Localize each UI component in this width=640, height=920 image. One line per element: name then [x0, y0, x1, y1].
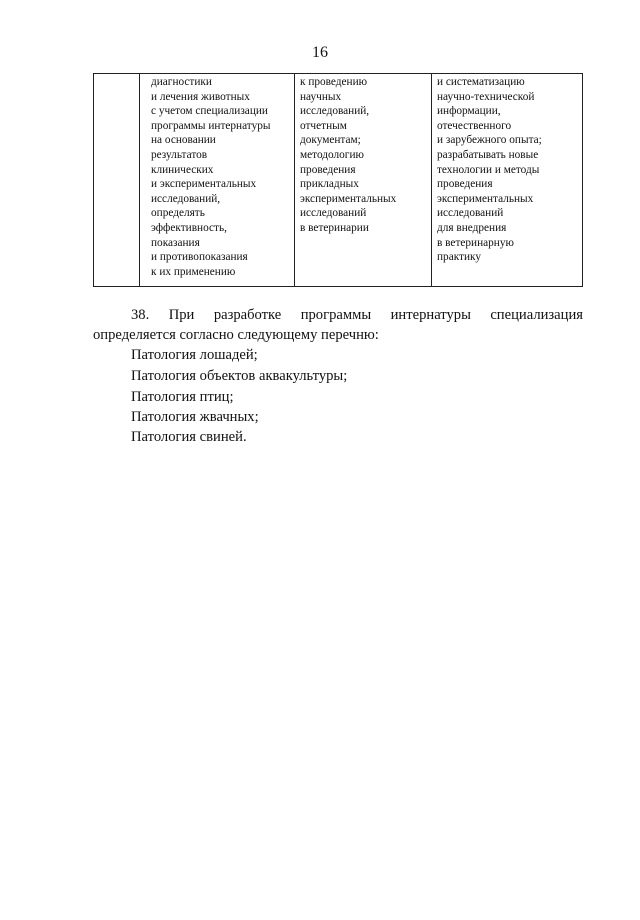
table-cell-line: практику	[437, 251, 482, 264]
table-cell-line: результатов	[151, 148, 208, 161]
table-cell-line: показания	[151, 236, 200, 249]
table-cell-line: в ветеринарии	[300, 221, 369, 234]
table-cell-line: разрабатывать новые	[437, 148, 539, 161]
paragraph-first-line	[93, 305, 583, 325]
table-cell-line: исследований,	[300, 105, 370, 118]
table-cell-line: к их применению	[151, 265, 236, 278]
table-cell-line: документам;	[300, 134, 361, 147]
table-cell-line: и лечения животных	[151, 90, 250, 103]
table-cell-knowledge	[300, 75, 396, 236]
table-cell-line: в ветеринарную	[437, 236, 514, 249]
list-item: Патология лошадей;	[131, 347, 258, 363]
paragraph-word: специализация	[490, 307, 583, 323]
paragraph-word: При	[168, 307, 195, 323]
table-cell-line: и экспериментальных	[151, 178, 257, 191]
table-cell-line: исследований	[300, 207, 367, 220]
table-cell-line: информации,	[437, 105, 501, 118]
paragraph-word: 38.	[131, 307, 150, 323]
paragraph-line-1	[93, 305, 583, 325]
table-cell-line: для внедрения	[437, 221, 507, 234]
table-cell-line: научно-технической	[437, 90, 535, 103]
table-cell-line: экспериментальных	[437, 192, 534, 205]
table-cell-line: методологию	[300, 148, 364, 161]
page-number: 16	[312, 44, 328, 61]
table-cell-line: диагностики	[151, 76, 212, 88]
list-item: Патология свиней.	[131, 429, 247, 445]
table-cell-line: отечественного	[437, 119, 512, 132]
competency-table	[93, 73, 583, 287]
table-cell-line: и зарубежного опыта;	[437, 134, 542, 147]
paragraph-word: разработке	[213, 307, 282, 323]
table-cell-line: исследований	[437, 207, 504, 220]
table-cell-line: проведения	[437, 178, 493, 191]
list-item: Патология объектов аквакультуры;	[131, 368, 348, 384]
table-cell-line: определять	[151, 207, 205, 220]
table-column-divider	[294, 74, 295, 286]
table-column-divider	[431, 74, 432, 286]
table-cell-line: отчетным	[300, 119, 347, 132]
table-cell-abilities	[437, 75, 542, 265]
table-cell-line: клинических	[151, 163, 214, 176]
list-item: Патология птиц;	[131, 389, 234, 405]
table-cell-line: к проведению	[300, 76, 368, 88]
paragraph-word: интернатуры	[390, 307, 471, 323]
table-cell-line: проведения	[300, 163, 356, 176]
table-cell-line: на основании	[151, 134, 216, 147]
paragraph-word: программы	[300, 307, 372, 323]
table-cell-line: исследований,	[151, 192, 221, 205]
list-item: Патология жвачных;	[131, 409, 259, 425]
table-column-divider	[139, 74, 140, 286]
paragraph-second-line: определяется согласно следующему перечню:	[93, 327, 379, 343]
table-cell-line: с учетом специализации	[151, 105, 268, 118]
table-cell-line: программы интернатуры	[151, 119, 271, 132]
table-cell-line: экспериментальных	[300, 192, 397, 205]
table-cell-line: технологии и методы	[437, 163, 540, 176]
table-cell-line: эффективность,	[151, 221, 227, 234]
table-cell-skills	[151, 75, 270, 279]
table-cell-line: прикладных	[300, 178, 359, 191]
table-cell-line: и противопоказания	[151, 251, 248, 264]
table-cell-line: и систематизацию	[437, 76, 525, 88]
table-cell-line: научных	[300, 90, 342, 103]
